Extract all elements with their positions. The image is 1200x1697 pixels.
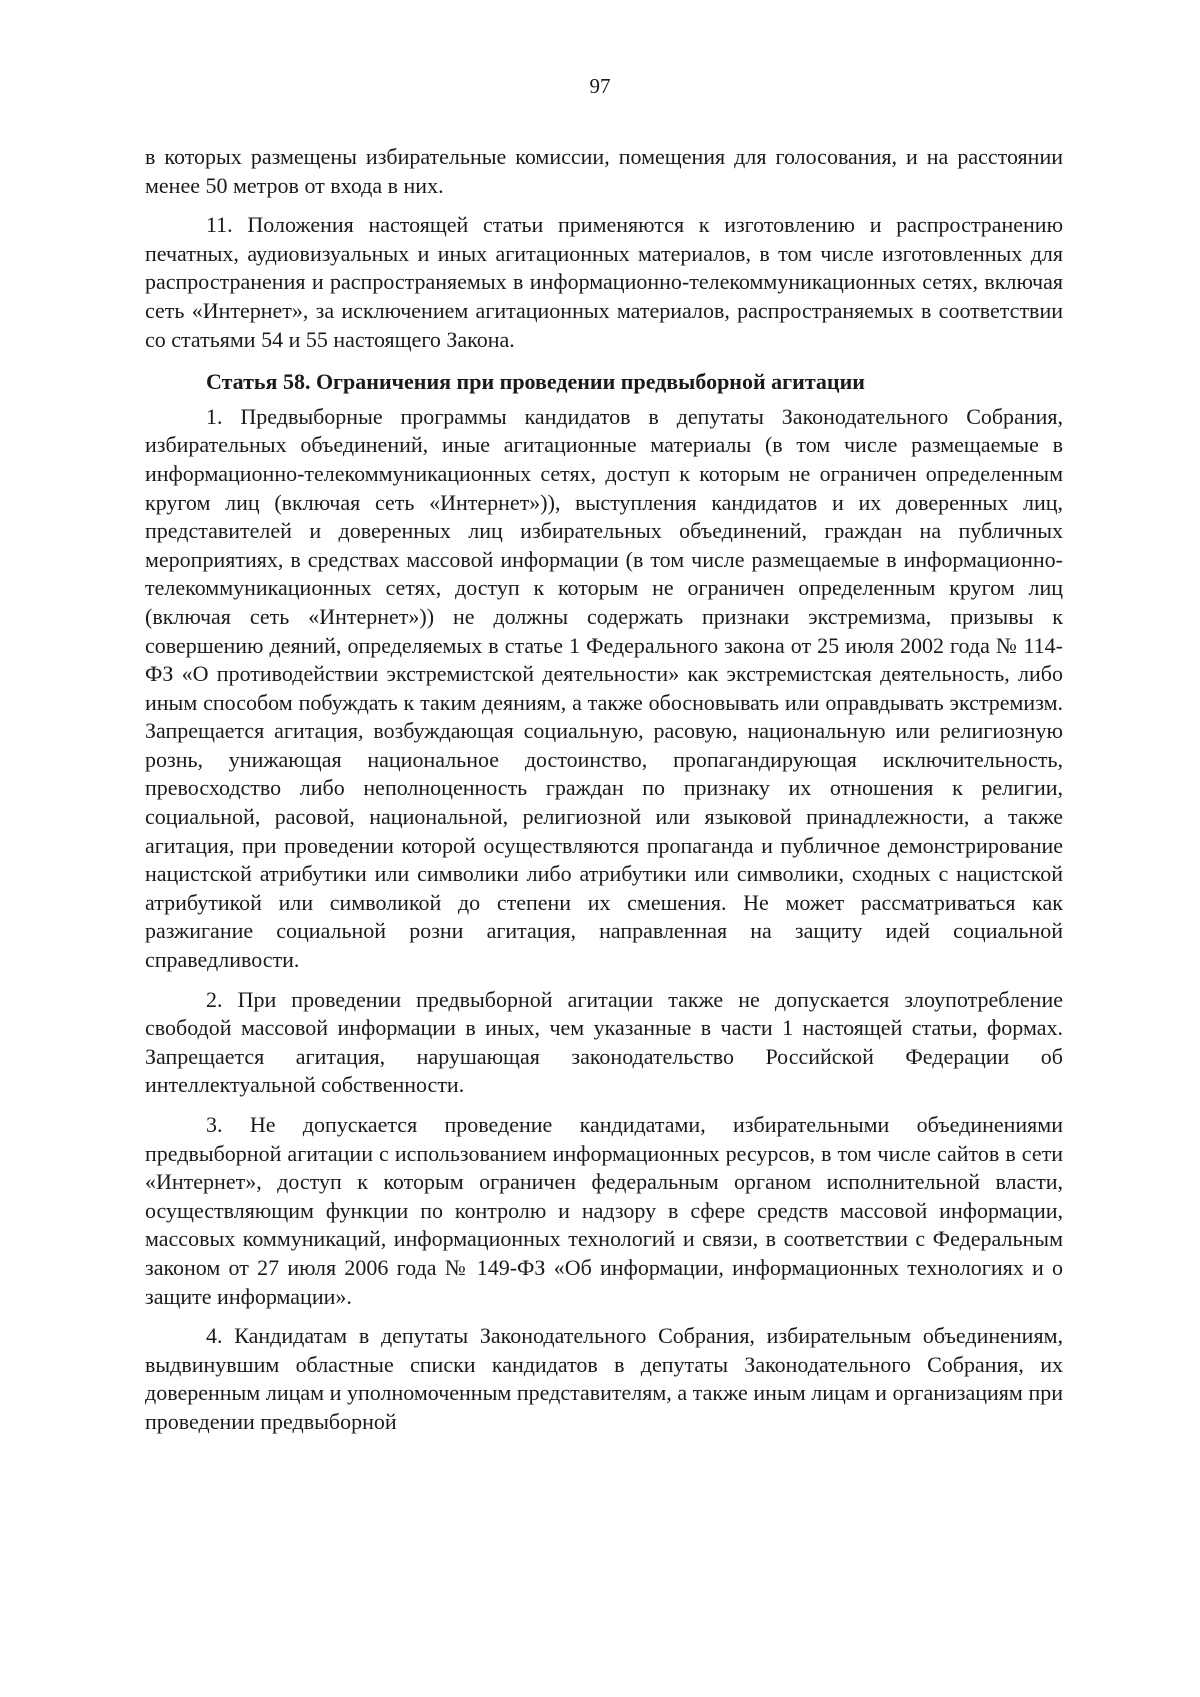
paragraph-item-1: 1. Предвыборные программы кандидатов в депутаты Законодательного Собрания, избирательных объединений, иные агитационные материалы (в том числе размещаемые в информационно-телекоммуникационных сетях, доступ к которым не ограничен определенным кругом лиц (включая сеть «Интернет»)), выступления кандидатов и их доверенных лиц, представителей и доверенных лиц избирательных объединений, граждан на публичных мероприятиях, в средствах массовой информации (в том числе размещаемые в информационно-телекоммуникационных сетях, доступ к которым не ограничен определенным кругом лиц (включая сеть «Интернет»)) не должны содержать признаки экстремизма, призывы к совершению деяний, определяемых в статье 1 Федерального закона от 25 июля 2002 года № 114-ФЗ «О противодействии экстремистской деятельности» как экстремистская деятельность, либо иным способом побуждать к таким деяниям, а также обосновывать или оправдывать экстремизм. Запрещается агитация, возбуждающая социальную, расовую, национальную или религиозную рознь, унижающая национальное достоинство, пропагандирующая исключительность, превосходство либо неполноценность граждан по признаку их отношения к религии, социальной, расовой, национальной, религиозной или языковой принадлежности, а также агитация, при проведении которой осуществляются пропаганда и публичное демонстрирование нацистской атрибутики или символики либо атрибутики или символики, сходных с нацистской атрибутикой или символикой до степени их смешения. Не может рассматриваться как разжигание социальной розни агитация, направленная на защиту идей социальной справедливости.: [145, 403, 1063, 973]
paragraph-item-3: 3. Не допускается проведение кандидатами, избирательными объединениями предвыборной агитации с использованием информационных ресурсов, в том числе сайтов в сети «Интернет», доступ к которым ограничен федеральным органом исполнительной власти, осуществляющим функции по контролю и надзору в сфере средств массовой информации, массовых коммуникаций, информационных технологий и связи, в соответствии с Федеральным законом от 27 июля 2006 года № 149-ФЗ «Об информации, информационных технологиях и о защите информации».: [145, 1112, 1063, 1309]
document-body: [145, 143, 1063, 1437]
paragraph-item-11: 11. Положения настоящей статьи применяются к изготовлению и распространению печатных, аудиовизуальных и иных агитационных материалов, в том числе изготовленных для распространения и распространяемых в информационно-телекоммуникационных сетях, включая сеть «Интернет», за исключением агитационных материалов, распространяемых в соответствии со статьями 54 и 55 настоящего Закона.: [145, 212, 1063, 352]
paragraph-item-2: 2. При проведении предвыборной агитации также не допускается злоупотребление свободой массовой информации в иных, чем указанные в части 1 настоящей статьи, формах. Запрещается агитация, нарушающая законодательство Российской Федерации об интеллектуальной собственности.: [145, 986, 1063, 1098]
article-heading: Статья 58. Ограничения при проведении предвыборной агитации: [206, 369, 865, 395]
page-number: 97: [589, 74, 611, 98]
paragraph-item-4: 4. Кандидатам в депутаты Законодательного Собрания, избирательным объединениям, выдвинувшим областные списки кандидатов в депутаты Законодательного Собрания, их доверенным лицам и уполномоченным представителям, а также иным лицам и организациям при проведении предвыборной: [145, 1323, 1063, 1434]
paragraph-continuation: в которых размещены избирательные комиссии, помещения для голосования, и на расстоянии менее 50 метров от входа в них.: [145, 144, 1063, 198]
